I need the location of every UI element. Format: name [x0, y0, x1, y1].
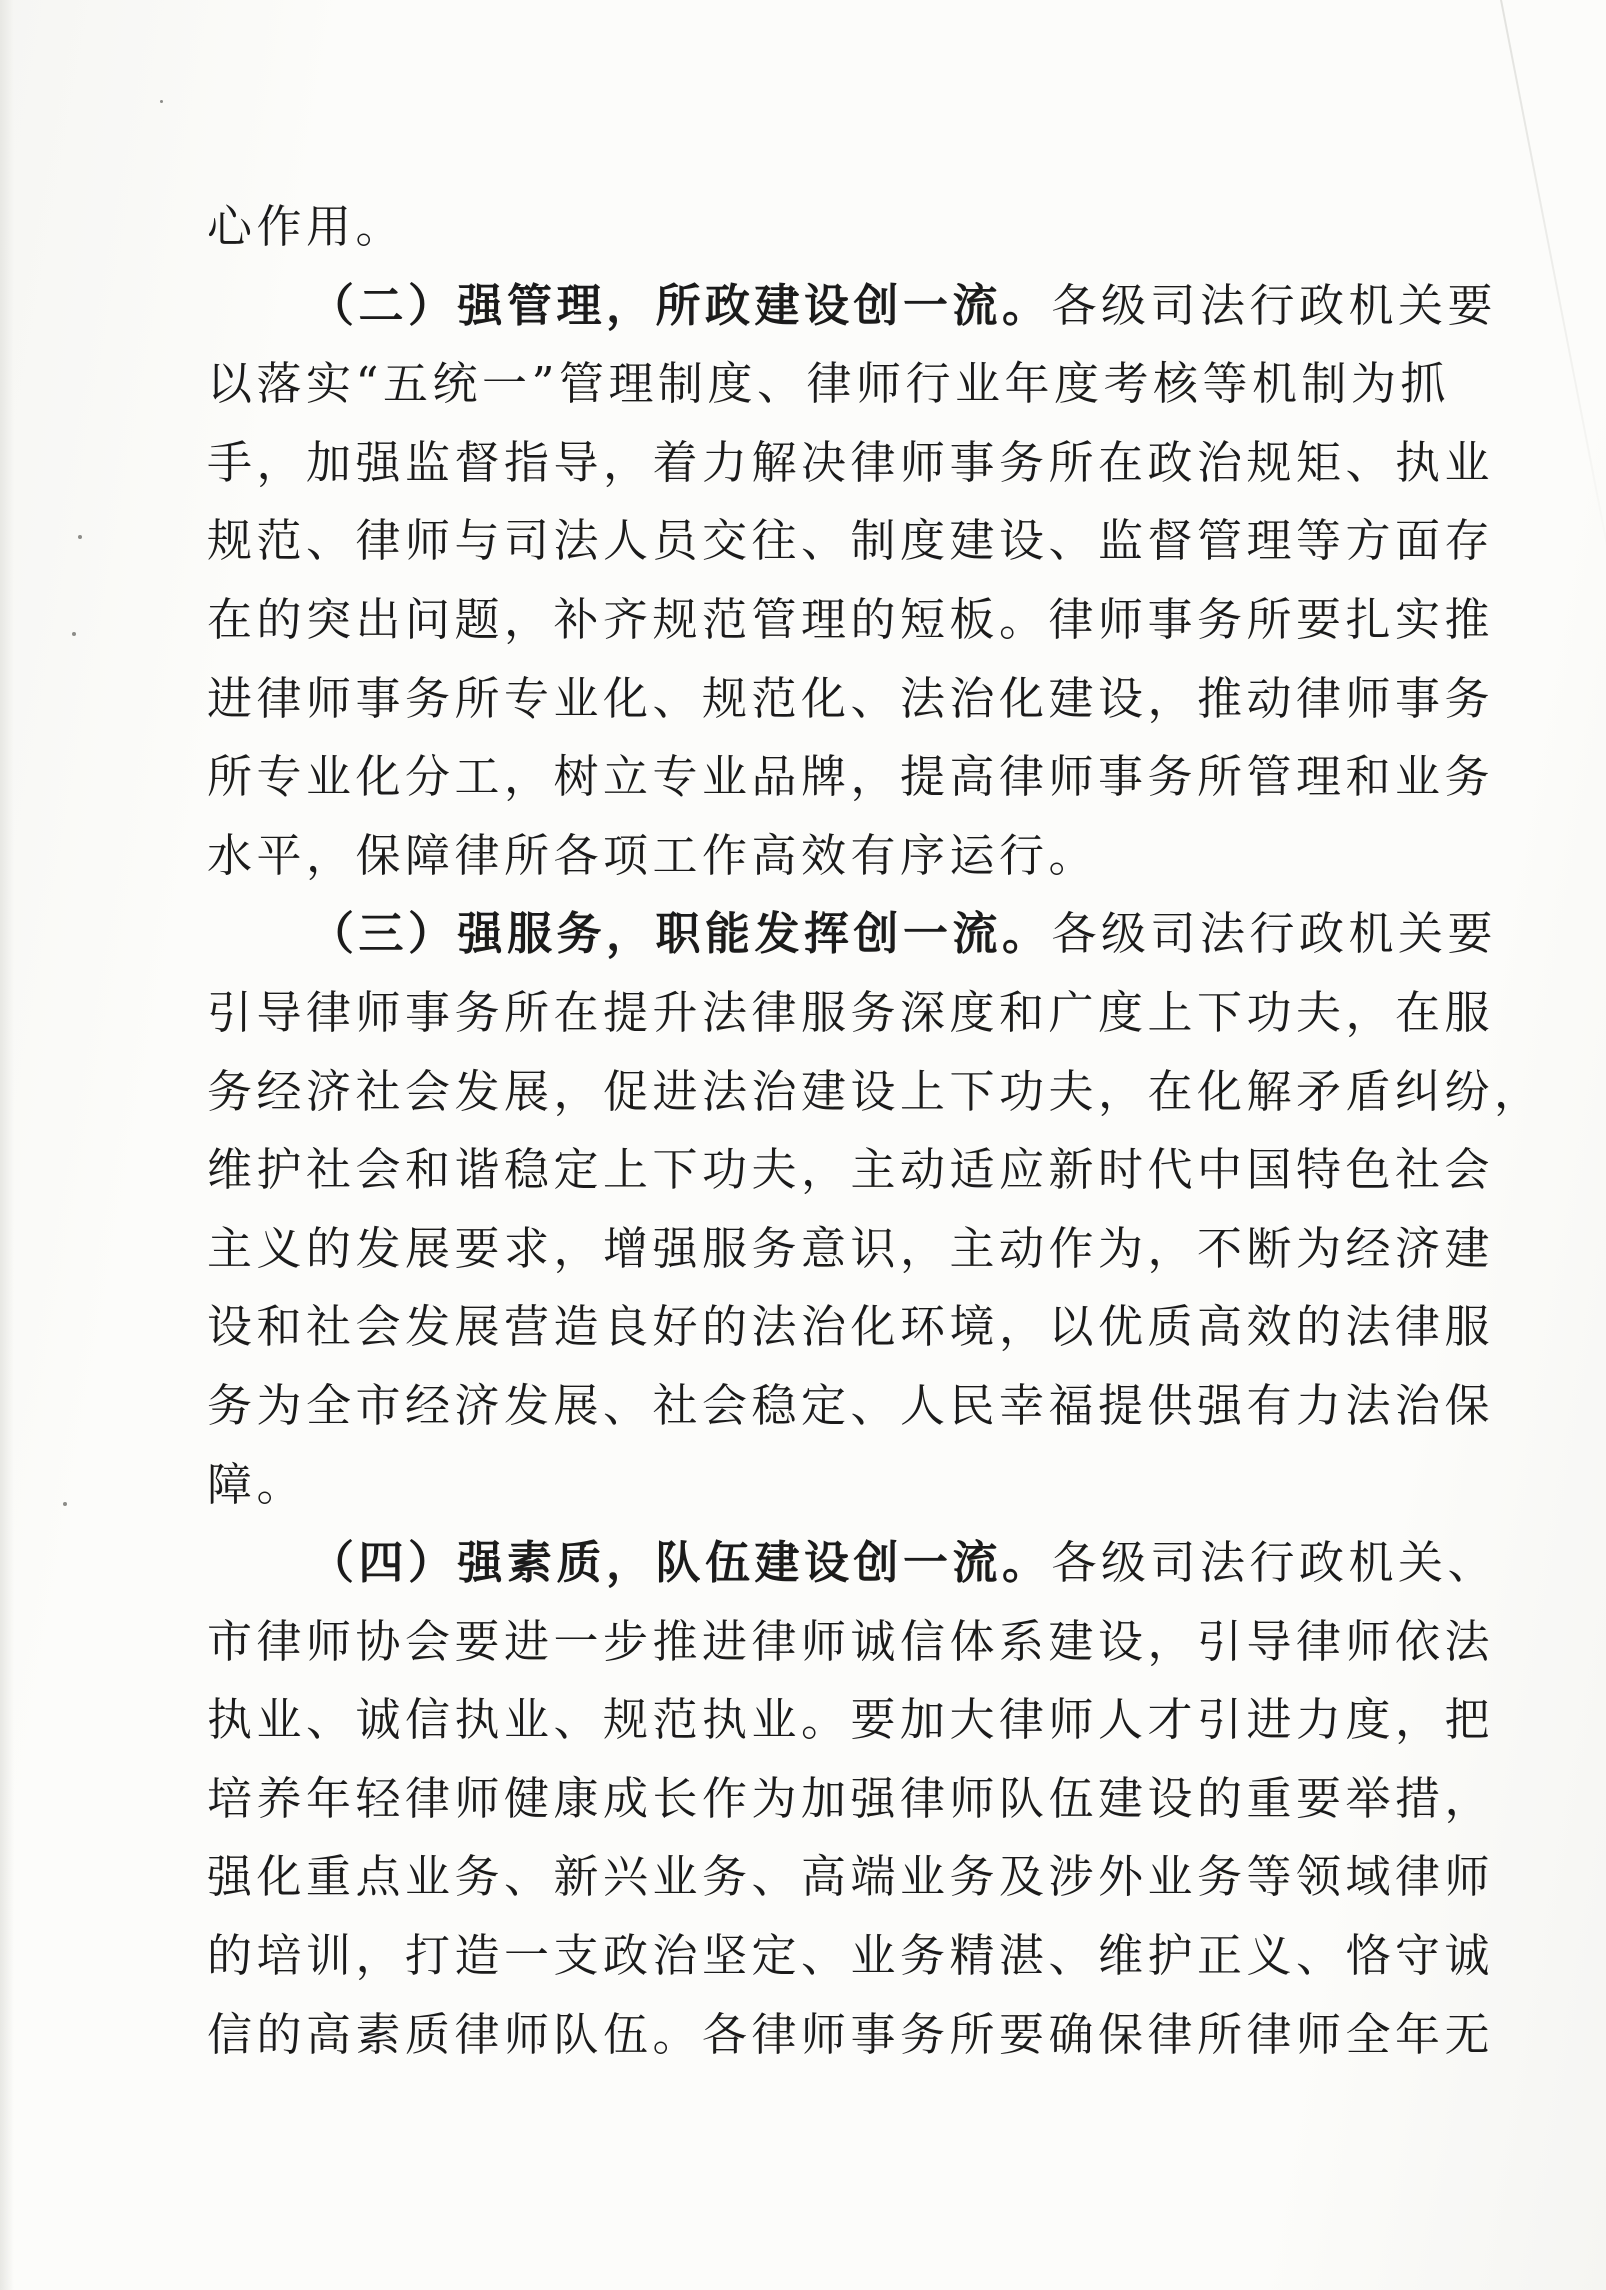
- section-lead: 各级司法行政机关要: [1051, 907, 1498, 961]
- text-line: 心作用。: [207, 200, 406, 253]
- text-line: 在的突出问题，补齐规范管理的短板。律师事务所要扎实推: [207, 592, 1495, 646]
- text-line: 设和社会发展营造良好的法治化环境，以优质高效的法律服: [207, 1300, 1495, 1354]
- scan-speck: [72, 632, 76, 636]
- text-line: 主义的发展要求，增强服务意识，主动作为，不断为经济建: [207, 1221, 1495, 1275]
- text-line: 所专业化分工，树立专业品牌，提高律师事务所管理和业务: [207, 750, 1495, 804]
- text-line: 市律师协会要进一步推进律师诚信体系建设，引导律师依法: [207, 1614, 1495, 1668]
- paper-fold-mark: [1500, 0, 1606, 609]
- text-line: 信的高素质律师队伍。各律师事务所要确保律所律师全年无: [207, 2007, 1495, 2061]
- section-heading-line: [207, 267, 1498, 346]
- text-line: 进律师事务所专业化、规范化、法治化建设，推动律师事务: [207, 671, 1495, 725]
- text-line: 障。: [207, 1457, 307, 1511]
- section-heading: （三）强服务，职能发挥创一流。: [309, 907, 1052, 961]
- text-line: 培养年轻律师健康成长作为加强律师队伍建设的重要举措，: [207, 1771, 1495, 1825]
- text-line: 水平，保障律所各项工作高效有序运行。: [207, 828, 1099, 882]
- section-lead: 各级司法行政机关、: [1051, 1536, 1498, 1590]
- scan-speck: [78, 535, 82, 539]
- text-line: 引导律师事务所在提升法律服务深度和广度上下功夫，在服: [207, 985, 1495, 1039]
- text-line: 以落实“五统一”管理制度、律师行业年度考核等机制为抓: [207, 357, 1451, 411]
- document-body: [207, 188, 1544, 2074]
- text-line: 规范、律师与司法人员交往、制度建设、监督管理等方面存: [207, 514, 1495, 568]
- scan-shadow-edge: [0, 0, 14, 2290]
- text-line: 务经济社会发展，促进法治建设上下功夫，在化解矛盾纠纷，: [207, 1064, 1544, 1118]
- text-line: 手，加强监督指导，着力解决律师事务所在政治规矩、执业: [207, 435, 1495, 489]
- scan-speck: [160, 100, 163, 103]
- text-line: 务为全市经济发展、社会稳定、人民幸福提供强有力法治保: [207, 1378, 1495, 1432]
- text-line: 的培训，打造一支政治坚定、业务精湛、维护正义、恪守诚: [207, 1929, 1495, 1983]
- section-heading: （四）强素质，队伍建设创一流。: [309, 1536, 1052, 1590]
- text-line: 执业、诚信执业、规范执业。要加大律师人才引进力度，把: [207, 1693, 1495, 1747]
- section-lead: 各级司法行政机关要: [1051, 278, 1498, 332]
- section-heading-line: [207, 1524, 1498, 1603]
- section-heading: （二）强管理，所政建设创一流。: [309, 278, 1052, 332]
- scan-speck: [63, 1502, 67, 1506]
- text-line: 维护社会和谐稳定上下功夫，主动适应新时代中国特色社会: [207, 1143, 1495, 1197]
- section-heading-line: [207, 895, 1498, 974]
- text-line: 强化重点业务、新兴业务、高端业务及涉外业务等领域律师: [207, 1850, 1495, 1904]
